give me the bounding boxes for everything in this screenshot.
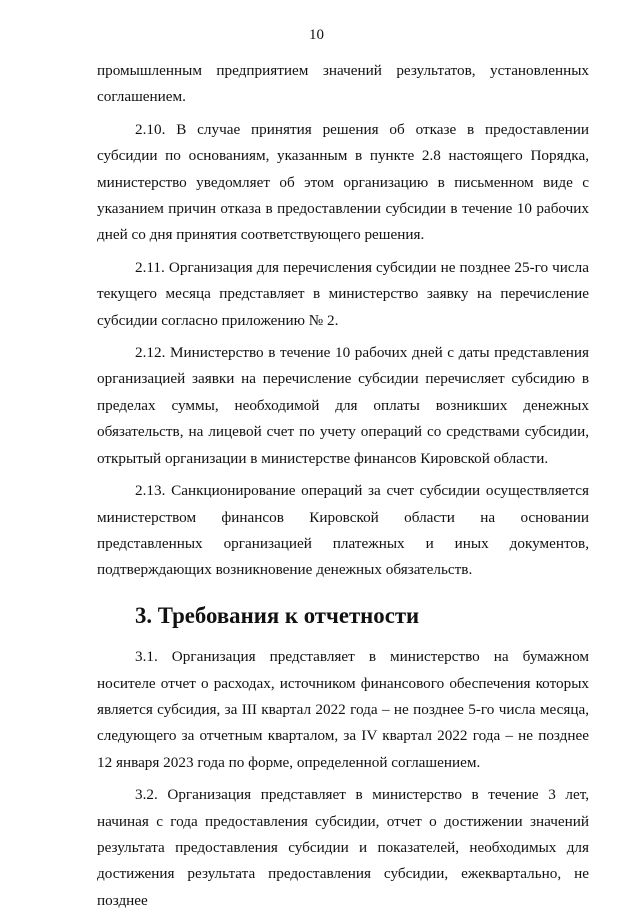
paragraph-continuation: промышленным предприятием значений результатов, установленных соглашением.	[97, 62, 589, 106]
section-heading: 3. Требования к отчетности	[135, 602, 420, 628]
paragraph-2-10: 2.10. В случае принятия решения об отказе в предоставлении субсидии по основаниям, указанным в пункте 2.8 настоящего Порядка, министерство уведомляет об этом организацию в письменном виде с указанием причин отказа в предоставлении субсидии в течение 10 рабочих дней со дня принятия соответствующего решения.	[97, 120, 589, 244]
paragraph-3-2: 3.2. Организация представляет в министерство в течение 3 лет, начиная с года предоставления субсидии, отчет о достижении значений результата предоставления субсидии и показателей, необходимых для достижения результата предоставления субсидии, ежеквартально, не позднее	[97, 786, 589, 909]
paragraph-2-12: 2.12. Министерство в течение 10 рабочих дней с даты представления организацией заявки на перечисление субсидии перечисляет субсидию в пределах суммы, необходимой для оплаты возникших денежных обязательств, на лицевой счет по учету операций со средствами субсидии, открытый организации в министерстве финансов Кировской области.	[97, 344, 589, 467]
document-body	[97, 58, 589, 914]
page-number: 10	[309, 27, 324, 43]
paragraph-2-13: 2.13. Санкционирование операций за счет субсидии осуществляется министерством финансов Кировской области на основании представленных организацией платежных и иных документов, подтверждающих возникновение денежных обязательств.	[97, 482, 589, 579]
paragraph-2-11: 2.11. Организация для перечисления субсидии не позднее 25-го числа текущего месяца представляет в министерство заявку на перечисление субсидии согласно приложению № 2.	[97, 258, 589, 329]
paragraph-3-1: 3.1. Организация представляет в министерство на бумажном носителе отчет о расходах, источником финансового обеспечения которых является субсидия, за III квартал 2022 года – не позднее 5-го числа месяца, следующего за отчетным кварталом, за IV квартал 2022 года – не позднее 12 января 2023 года по форме, определенной соглашением.	[97, 648, 589, 771]
